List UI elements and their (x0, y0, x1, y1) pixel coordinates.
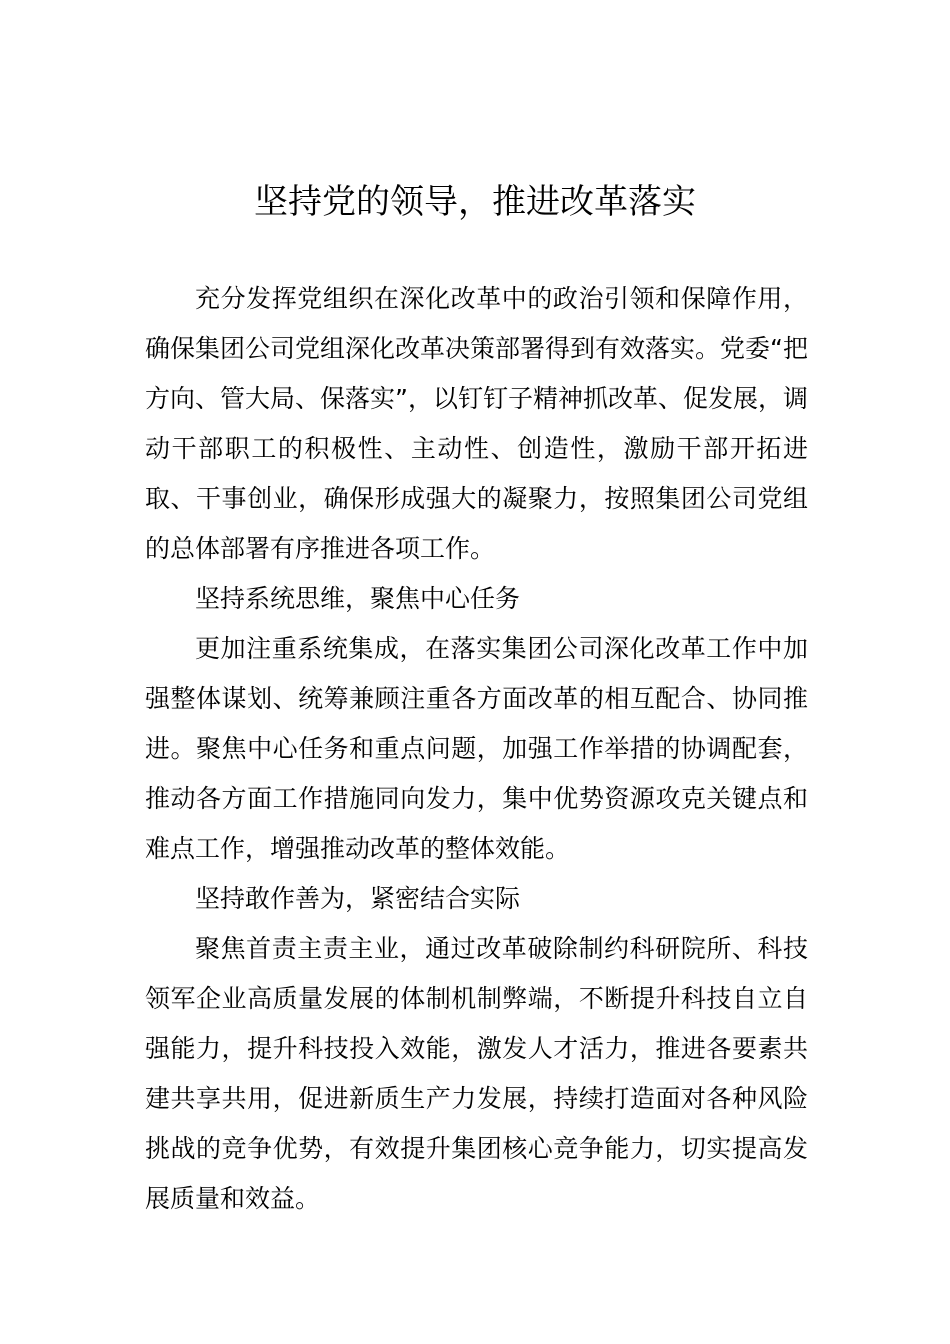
document-body (145, 274, 808, 1224)
paragraph-intro: 充分发挥党组织在深化改革中的政治引领和保障作用，确保集团公司党组深化改革决策部署得到有效落实。党委“把方向、管大局、保落实”，以钉钉子精神抓改革、促发展，调动干部职工的积极性、主动性、创造性，激励干部开拓进取、干事创业，确保形成强大的凝聚力，按照集团公司党组的总体部署有序推进各项工作。 (145, 284, 808, 563)
subheading-dare-to-act: 坚持敢作善为，紧密结合实际 (195, 884, 521, 913)
paragraph-core-business: 聚焦首责主责主业，通过改革破除制约科研院所、科技领军企业高质量发展的体制机制弊端，不断提升科技自立自强能力，提升科技投入效能，激发人才活力，推进各要素共建共享共用，促进新质生产力发展，持续打造面对各种风险挑战的竞争优势，有效提升集团核心竞争能力，切实提高发展质量和效益。 (145, 934, 808, 1213)
subheading-system-thinking: 坚持系统思维，聚焦中心任务 (195, 584, 521, 613)
paragraph-system-integration: 更加注重系统集成，在落实集团公司深化改革工作中加强整体谋划、统筹兼顾注重各方面改革的相互配合、协同推进。聚焦中心任务和重点问题，加强工作举措的协调配套，推动各方面工作措施同向发力，集中优势资源攻克关键点和难点工作，增强推动改革的整体效能。 (145, 634, 808, 863)
document-title: 坚持党的领导，推进改革落实 (254, 182, 696, 222)
